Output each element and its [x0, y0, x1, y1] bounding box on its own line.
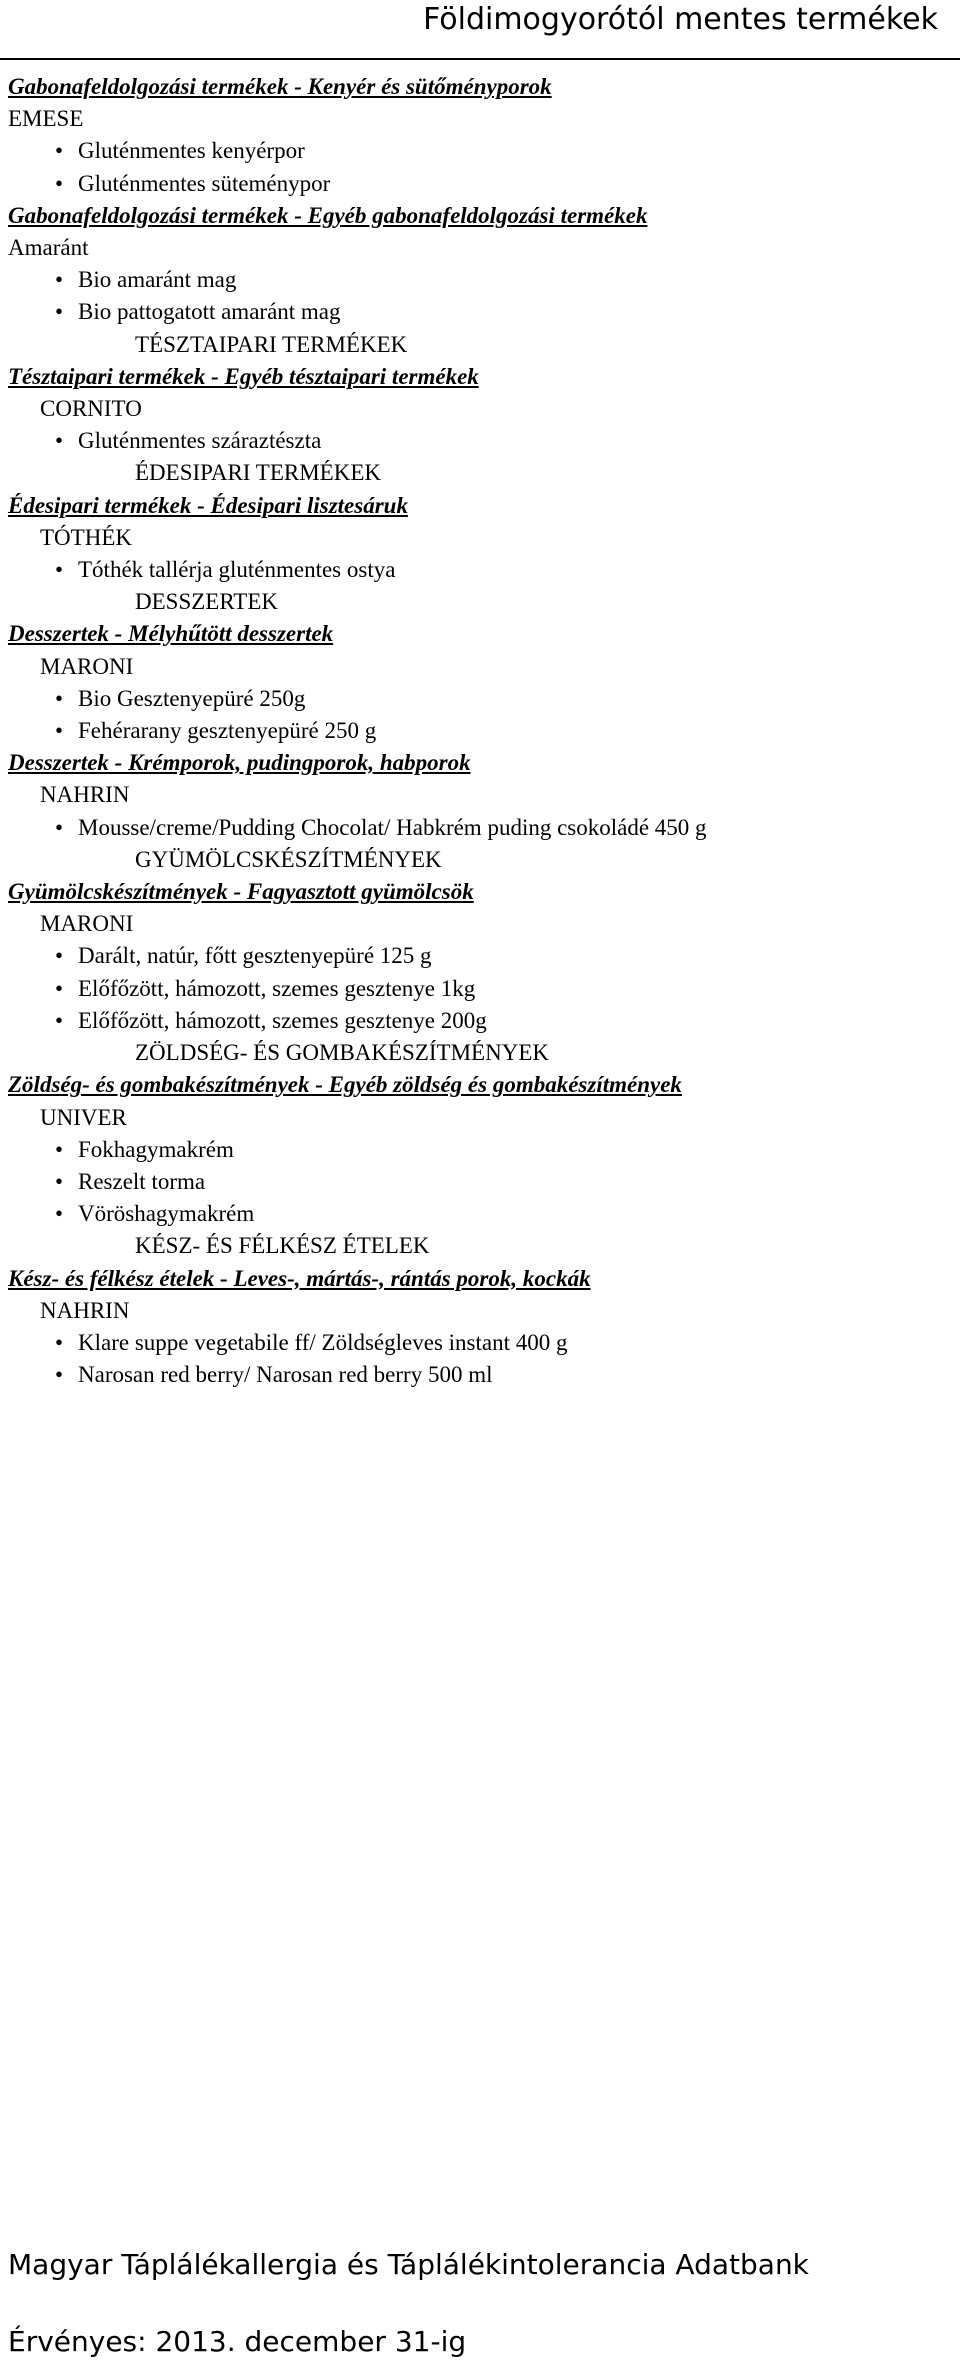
footer-database-name: Magyar Táplálékallergia és Táplálékintolerancia Adatbank	[8, 2248, 809, 2281]
category-heading: Tésztaipari termékek - Egyéb tésztaipari termékek	[8, 363, 479, 389]
category-heading: Gabonafeldolgozási termékek - Kenyér és sütőményporok	[8, 74, 552, 99]
product-name: Mousse/creme/Pudding Chocolat/ Habkrém puding csokoládé 450 g	[78, 814, 707, 840]
product-name: Tóthék tallérja gluténmentes ostya	[78, 557, 396, 583]
product-name: Előfőzött, hámozott, szemes gesztenye 1kg	[78, 975, 476, 1001]
bullet-icon: •	[55, 1136, 64, 1162]
bullet-icon: •	[55, 1168, 64, 1194]
list-item	[8, 135, 952, 167]
product-name: Gluténmentes száraztészta	[78, 428, 322, 454]
list-item	[8, 296, 952, 328]
product-list	[8, 1327, 952, 1391]
brand-name: TÓTHÉK	[40, 524, 132, 550]
bullet-icon: •	[55, 814, 64, 840]
list-item	[8, 1166, 952, 1198]
product-name: Bio pattogatott amaránt mag	[78, 299, 341, 325]
product-list	[8, 683, 952, 747]
running-header: Földimogyorótól mentes termékek	[423, 2, 938, 37]
bullet-icon: •	[55, 299, 64, 325]
product-list	[8, 554, 952, 586]
brand-name: NAHRIN	[40, 1297, 130, 1323]
brand-name: MARONI	[40, 911, 134, 937]
category-heading: Gyümölcskészítmények - Fagyasztott gyümölcsök	[8, 879, 474, 905]
product-name: Fokhagymakrém	[78, 1136, 234, 1162]
product-name: Bio amaránt mag	[78, 267, 237, 293]
product-name: Fehérarany gesztenyepüré 250 g	[78, 718, 377, 744]
bullet-icon: •	[55, 138, 64, 164]
list-item	[8, 1134, 952, 1166]
bullet-icon: •	[55, 685, 64, 711]
bullet-icon: •	[55, 1362, 64, 1388]
brand-name: MARONI	[40, 653, 134, 679]
brand-name: EMESE	[8, 106, 84, 132]
product-name: Reszelt torma	[78, 1168, 206, 1194]
category-heading: Gabonafeldolgozási termékek - Egyéb gabonafeldolgozási termékek	[8, 202, 648, 228]
bullet-icon: •	[55, 943, 64, 969]
list-item	[8, 715, 952, 747]
product-name: Előfőzött, hámozott, szemes gesztenye 200g	[78, 1007, 487, 1033]
category-heading: Desszertek - Mélyhűtött desszertek	[8, 621, 334, 647]
header-rule	[0, 58, 960, 60]
product-name: Klare suppe vegetabile ff/ Zöldségleves instant 400 g	[78, 1329, 568, 1355]
list-item	[8, 1198, 952, 1230]
list-item	[8, 683, 952, 715]
product-name: Gluténmentes kenyérpor	[78, 138, 305, 164]
product-name: Darált, natúr, főtt gesztenyepüré 125 g	[78, 943, 432, 969]
section-heading: TÉSZTAIPARI TERMÉKEK	[135, 331, 408, 357]
list-item	[8, 425, 952, 457]
bullet-icon: •	[55, 975, 64, 1001]
section-heading: KÉSZ- ÉS FÉLKÉSZ ÉTELEK	[135, 1233, 430, 1259]
product-name: Vöröshagymakrém	[78, 1201, 255, 1227]
product-list	[8, 135, 952, 199]
brand-name: Amaránt	[8, 235, 89, 261]
product-name: Bio Gesztenyepüré 250g	[78, 685, 306, 711]
product-list	[8, 264, 952, 328]
bullet-icon: •	[55, 267, 64, 293]
section-heading: ÉDESIPARI TERMÉKEK	[135, 460, 381, 486]
product-name: Narosan red berry/ Narosan red berry 500 ml	[78, 1362, 493, 1388]
list-item	[8, 973, 952, 1005]
brand-name: CORNITO	[40, 396, 142, 422]
section-heading: GYÜMÖLCSKÉSZÍTMÉNYEK	[135, 846, 442, 872]
list-item	[8, 1327, 952, 1359]
product-list	[8, 1134, 952, 1231]
list-item	[8, 940, 952, 972]
bullet-icon: •	[55, 1329, 64, 1355]
bullet-icon: •	[55, 557, 64, 583]
list-item	[8, 812, 952, 844]
category-heading: Desszertek - Krémporok, pudingporok, habporok	[8, 750, 471, 776]
product-list	[8, 425, 952, 457]
bullet-icon: •	[55, 170, 64, 196]
bullet-icon: •	[55, 1007, 64, 1033]
list-item	[8, 168, 952, 200]
product-list	[8, 940, 952, 1037]
list-item	[8, 1005, 952, 1037]
product-name: Gluténmentes süteménypor	[78, 170, 331, 196]
list-item	[8, 1359, 952, 1391]
product-list	[8, 812, 952, 844]
bullet-icon: •	[55, 718, 64, 744]
bullet-icon: •	[55, 1201, 64, 1227]
brand-name: UNIVER	[40, 1104, 127, 1130]
brand-name: NAHRIN	[40, 782, 130, 808]
section-heading: DESSZERTEK	[135, 589, 279, 615]
section-heading: ZÖLDSÉG- ÉS GOMBAKÉSZÍTMÉNYEK	[135, 1040, 549, 1066]
category-heading: Zöldség- és gombakészítmények - Egyéb zöldség és gombakészítmények	[8, 1072, 682, 1098]
footer-validity: Érvényes: 2013. december 31-ig	[8, 2325, 467, 2358]
bullet-icon: •	[55, 428, 64, 454]
list-item	[8, 554, 952, 586]
category-heading: Édesipari termékek - Édesipari lisztesáruk	[8, 492, 408, 518]
category-heading: Kész- és félkész ételek - Leves-, mártás-, rántás porok, kockák	[8, 1265, 591, 1291]
list-item	[8, 264, 952, 296]
product-listing	[8, 71, 952, 1391]
